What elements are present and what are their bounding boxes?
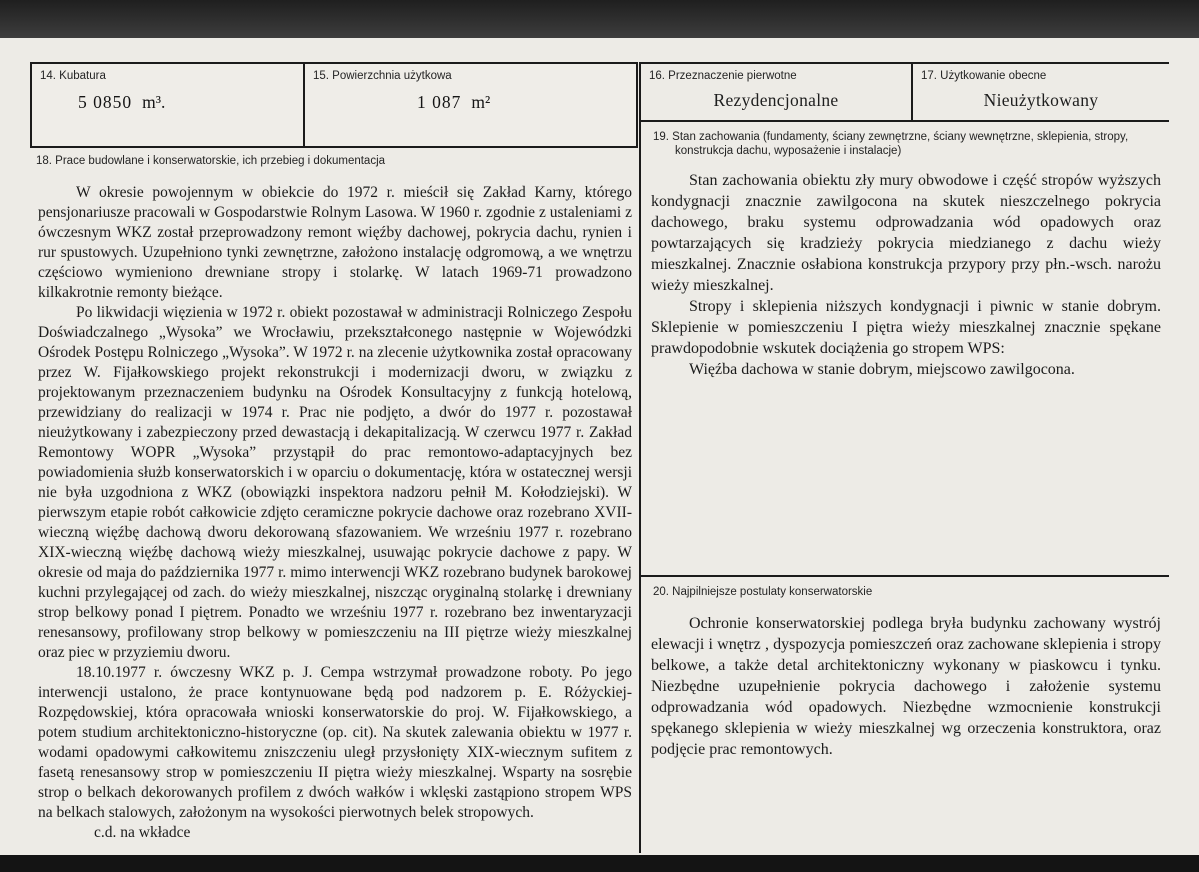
kubatura-number: 5 0850 [78, 92, 133, 112]
field-powierzchnia-label: 15. Powierzchnia użytkowa [313, 70, 452, 82]
field-16-value: Rezydencjonalne [713, 90, 839, 110]
top-fields-left [30, 62, 638, 148]
section-18-continuation-note: c.d. na wkładce [94, 824, 191, 841]
section-20-paragraph: Ochronie konserwatorskiej podlega bryła budynku zachowany wystrój elewacji i wnętrz , dyspozycja pomieszczeń oraz zachowane sklepienia i stropy belkowe, a także detal architektoniczny wykonany w piaskowcu i tynku. Niezbędne uzupełnienie pokrycia dachowego i założenie systemu odprowadzania wód opadowych. Niezbędne wzmocnienie konstrukcji spękanego sklepienia w wieży mieszkalnej wg orzeczenia konstruktora, oraz podjęcie prac remontowych. [651, 615, 1161, 758]
top-fields-right [641, 62, 1169, 122]
powierzchnia-number: 1 087 [417, 92, 462, 112]
field-17-label: 17. Użytkowanie obecne [921, 70, 1047, 82]
field-powierzchnia-value [313, 92, 628, 113]
section-19-paragraph: Stropy i sklepienia niższych kondygnacji i piwnic w stanie dobrym. Sklepienie w pomieszczeniu I piętra wieży mieszkalnej znacznie spękane prawdopodobnie wskutek dociążenia go stropem WPS: [651, 298, 1161, 357]
scan-edge-top [0, 0, 1199, 38]
section-postulaty-konserwatorskie [641, 575, 1169, 760]
section-19-paragraph: Stan zachowania obiektu zły mury obwodowe i część stropów wyższych kondygnacji znacznie zawilgocona na skutek nieszczelnego pokrycia dachowego, braku systemu odprowadzania wód opadowych oraz powtarzających się kradzieży pokrycia miedzianego z dachu wieży mieszkalnej. Znacznie osłabiona konstrukcja przypory przy płn.-wsch. narożu wieży mieszkalnej. [651, 172, 1161, 294]
scan-edge-bottom [0, 855, 1199, 872]
section-stan-zachowania [641, 122, 1169, 575]
field-przeznaczenie-pierwotne [641, 64, 913, 120]
powierzchnia-unit: m² [471, 92, 491, 112]
section-prace-budowlane [30, 148, 638, 843]
section-19-paragraph: Więźba dachowa w stanie dobrym, miejscowo zawilgocona. [689, 361, 1075, 378]
field-kubatura-label: 14. Kubatura [40, 70, 106, 82]
kubatura-unit: m³. [142, 92, 166, 112]
field-17-value: Nieużytkowany [983, 90, 1099, 110]
section-18-body [30, 183, 638, 843]
field-kubatura [32, 64, 305, 146]
section-18-paragraph: Po likwidacji więzienia w 1972 r. obiekt pozostawał w administracji Rolniczego Zespołu Doświadczalnego „Wysoka” we Wrocławiu, przekształconego następnie w Wojewódzki Ośrodek Postępu Rolniczego „Wysoka”. W 1972 r. na zlecenie użytkownika został opracowany przez W. Fijałkowskiego projekt rekonstrukcji i modernizacji dworu, w związku z projektowanym przeznaczeniem budynku na Ośrodek Konsultacyjny z funkcją hotelową, przewidziany do realizacji w 1974 r. Prac nie podjęto, a dwór do 1977 r. pozostawał nieużytkowany i zabezpieczony przed dewastacją i dekapitalizacją. W czerwcu 1977 r. Zakład Remontowy WOPR „Wysoka” przystąpił do prac remontowo-adaptacyjnych bez powiadomienia służb konserwatorskich i w oparciu o dokumentację, która w ostatecznej wersji nie była uzgodniona z WKZ (obowiązki inspektora nadzoru pełnił M. Kołodziejski). W pierwszym etapie robót całkowicie zdjęto ceramiczne pokrycie dachowe oraz rozebrano XVII-wieczną więźbę dachową dworu dekorowaną sfazowaniem. We wrześniu 1977 r. rozebrano XIX-wieczną więźbę dachową wieży mieszkalnej, usuwając pokrycie dachowe z papy. W okresie od maja do października 1977 r. mimo interwencji WKZ rozebrano budynek barokowej kuchni przylegającej od zach. do wieży mieszkalnej, niszcząc oryginalną stolarkę i drewniany strop belkowy ponad I piętrem. Ponadto we wrześniu 1977 r. rozebrano bez inwentaryzacji renesansowy, profilowany strop belkowy w pomieszczeniu na III piętrze wieży mieszkalnej oraz piec w przyziemiu dworu. [38, 304, 632, 661]
section-18-label: 18. Prace budowlane i konserwatorskie, ich przebieg i dokumentacja [36, 155, 386, 167]
section-19-label: 19. Stan zachowania (fundamenty, ściany zewnętrzne, ściany wewnętrzne, sklepienia, stropy, konstrukcja dachu, wyposażenie i instalacje) [653, 131, 1129, 157]
right-column [639, 62, 1169, 853]
section-19-body [647, 170, 1165, 380]
field-powierzchnia [305, 64, 636, 146]
field-uzytkowanie-obecne [913, 64, 1169, 120]
section-20-body [647, 613, 1165, 760]
field-16-label: 16. Przeznaczenie pierwotne [649, 70, 797, 82]
section-18-paragraph: 18.10.1977 r. ówczesny WKZ p. J. Cempa wstrzymał prowadzone roboty. Po jego interwencji ustalono, że prace kontynuowane będą pod nadzorem p. E. Różyckiej-Rozpędowskiej, która opracowała wnioski konserwatorskie do proj. W. Fijałkowskiego, a potem studium architektoniczno-historyczne (op. cit). Na skutek zalewania obiektu w 1977 r. wodami opadowymi całkowitemu zniszczeniu uległ przysłonięty XIX-wiecznym sufitem z fasetą renesansowy strop w pomieszczeniu II piętra wieży mieszkalnej. Wsparty na sosrębie strop o belkach dekorowanych profilem z dwóch wałków i wklęski zastąpiono stropem WPS na belkach stalowych, założonym na wysokości pierwotnych belek stropowych. [38, 664, 632, 821]
field-kubatura-value [40, 92, 295, 113]
section-18-paragraph: W okresie powojennym w obiekcie do 1972 r. mieścił się Zakład Karny, którego pensjonariusze pracowali w Gospodarstwie Rolnym Lasowa. W 1960 r. zgodnie z ustaleniami z ówczesnym WKZ został przeprowadzony remont więźby dachowej, pokrycia dachu, rynien i rur spustowych. Uzupełniono tynki zewnętrzne, założono instalację odgromową, a we wnętrzu częściowo wymieniono drewniane stropy i stolarkę. W latach 1969-71 prowadzono kilkakrotnie remonty bieżące. [38, 184, 632, 301]
section-20-label: 20. Najpilniejsze postulaty konserwatorskie [653, 586, 873, 598]
